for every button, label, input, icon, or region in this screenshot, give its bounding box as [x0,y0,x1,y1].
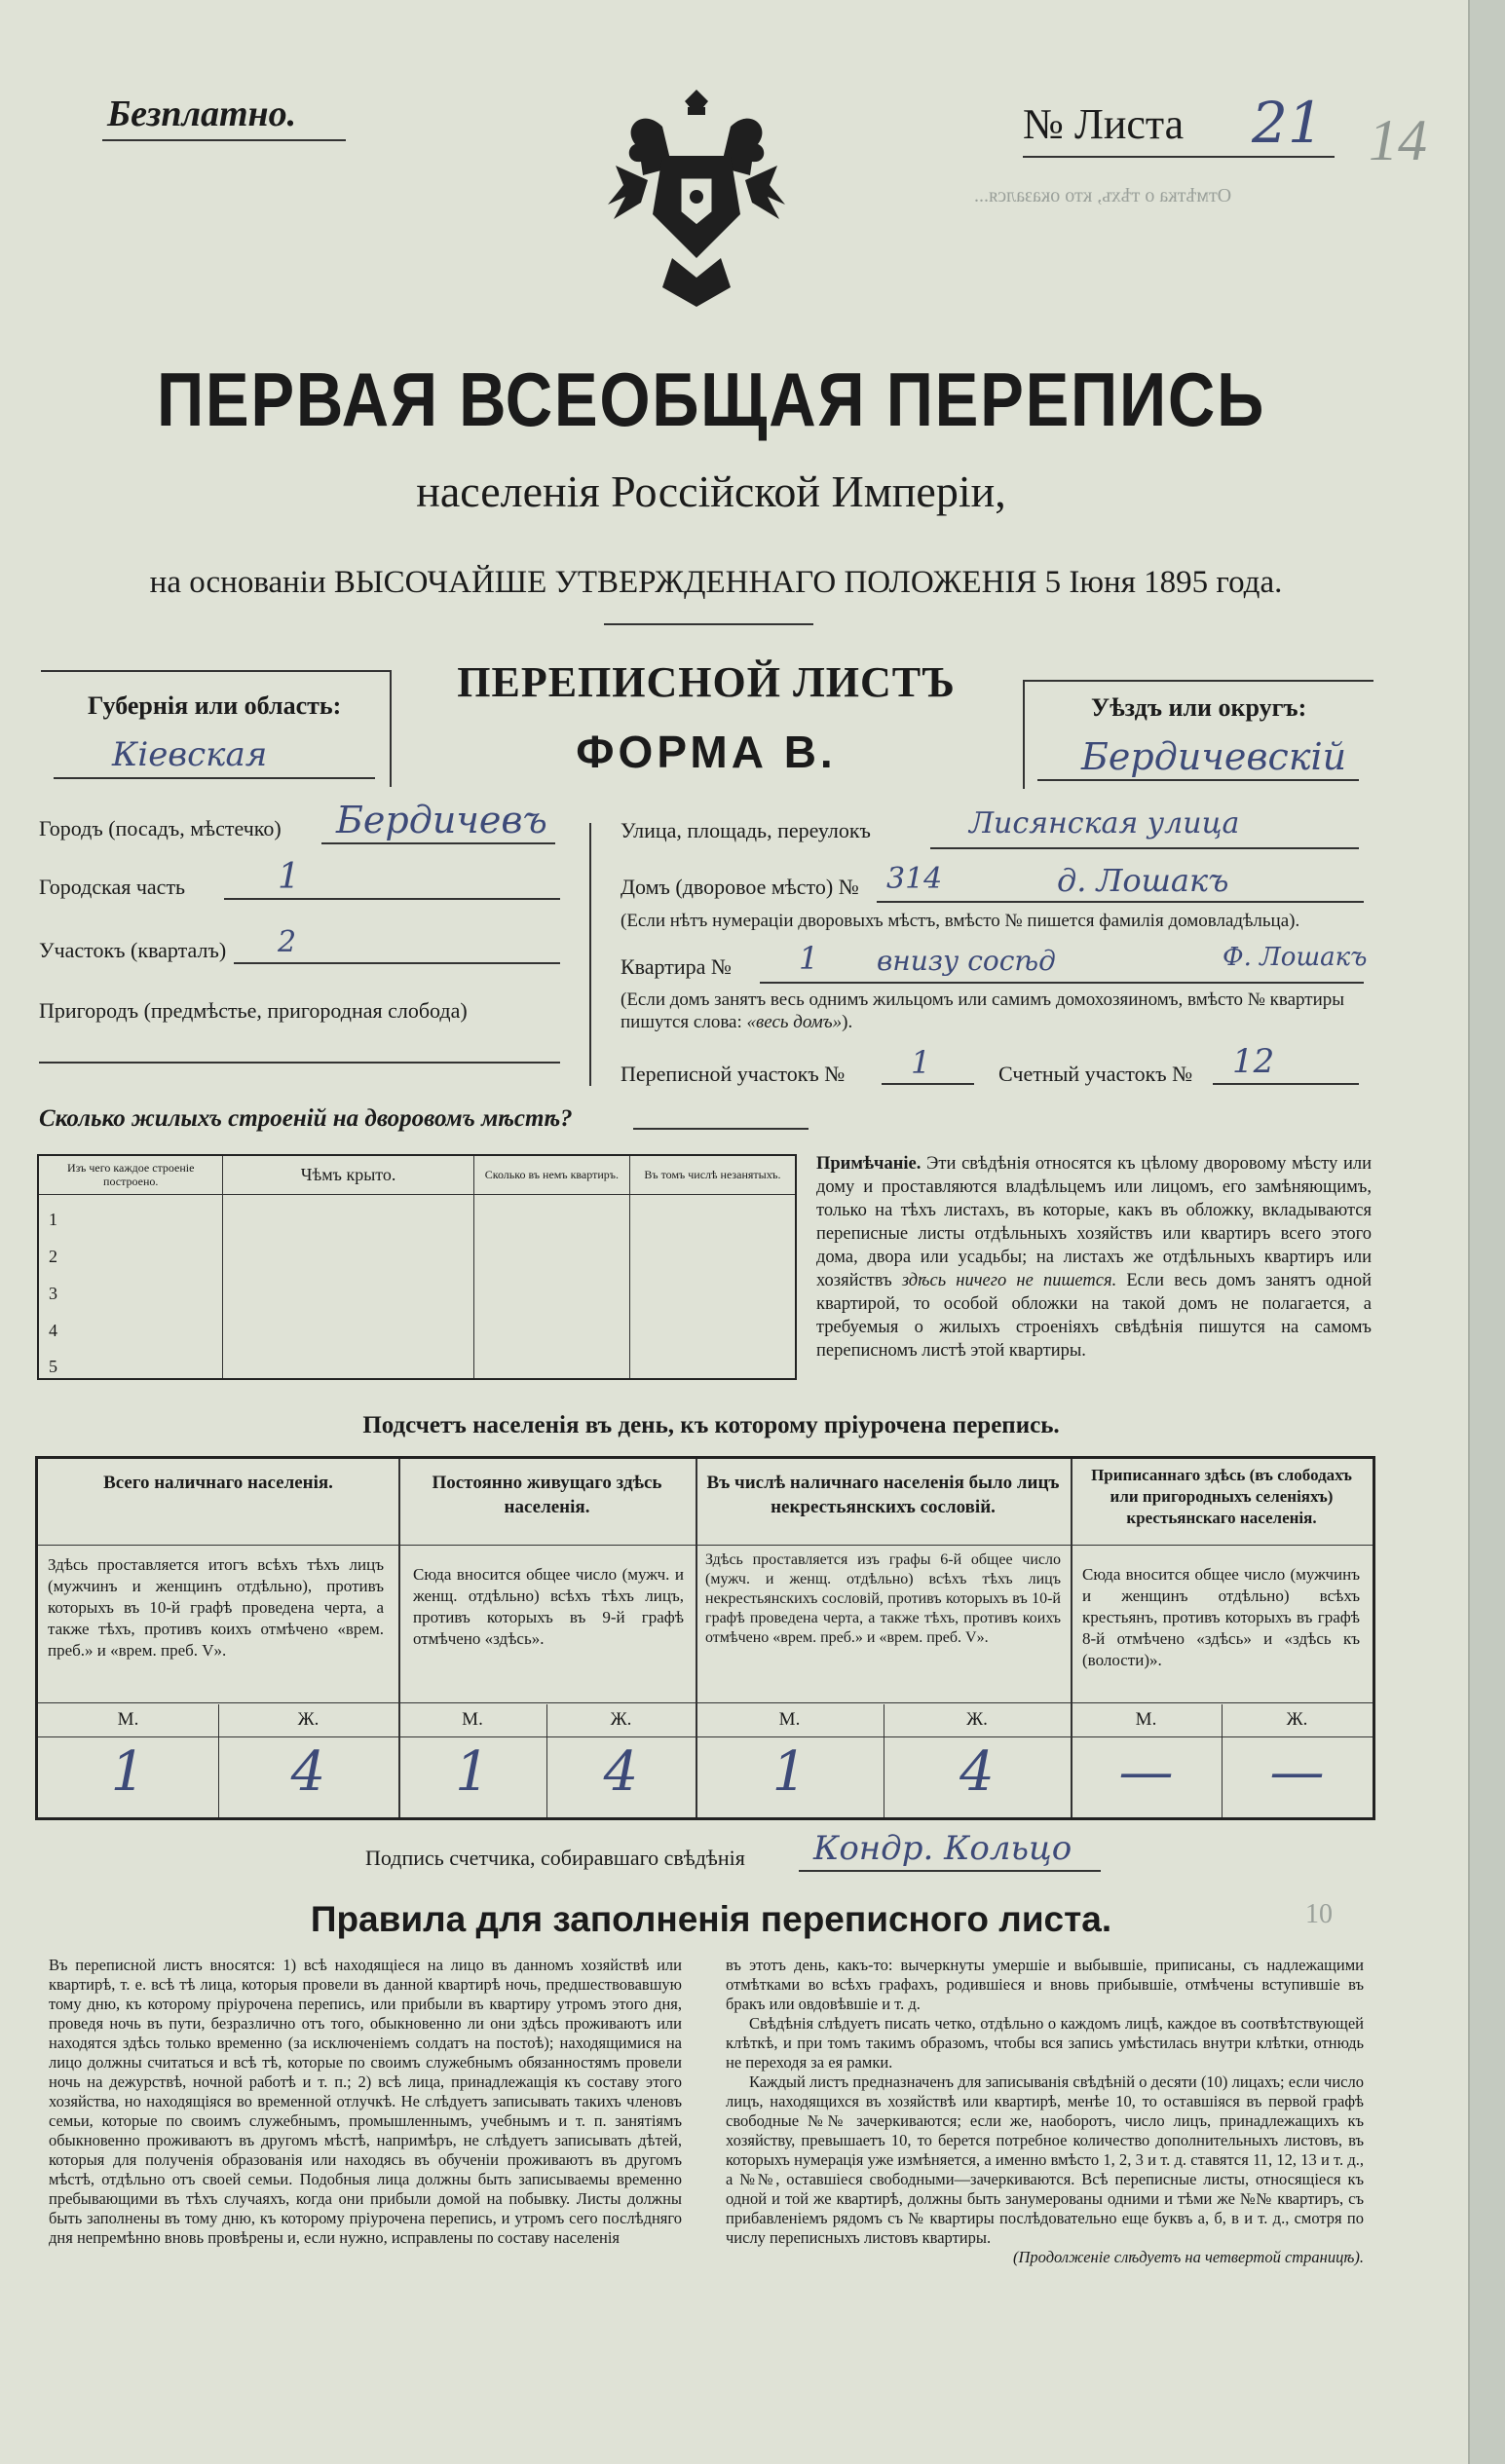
col1-m-value: 1 [110,1740,146,1804]
street-label: Улица, площадь, переулокъ [621,818,871,842]
col1-m-label: М. [117,1709,139,1730]
gubernia-box-top [41,670,392,672]
col3-m-value: 1 [771,1740,808,1804]
rules-left-column: Въ переписной листъ вносятся: 1) всѣ находящіеся на лицо въ данномъ хозяйствѣ или квартирѣ, т. е. всѣ тѣ лица, которыя провели въ данной квартирѣ ночь, предшествовавшую тому дню, къ которому пріурочена перепись, или прибыли въ квартиру утромъ этого дня, проведя ночь въ пути, безразлично отъ того, обыкновенно ли они здѣсь проживаютъ или находятся здѣсь только временно (за исключеніемъ солдатъ на постоѣ); находящимися на лицо должны считаться и всѣ тѣ, которые по своимъ служебнымъ обязанностямъ провели ночь на дежурствѣ, ночной работѣ и т. п.; 2) всѣ лица, принадлежащія къ составу этого хозяйства, но находящіяся во временной отлучкѣ. Не слѣдуетъ записывать такихъ членовъ семьи, которые по своимъ служебнымъ, промышленнымъ, учебнымъ и т. п. занятіямъ обыкновенно проживаютъ въ другомъ мѣстѣ, напримѣръ, не слѣдуетъ записывать дѣтей, которыя для полученія образованія или находясь въ обученіи проживаютъ въ другомъ мѣстѣ, отдѣльно отъ своей семьи. Подобныя лица должны быть записываемы временно пребывающими въ тѣхъ случаяхъ, когда они прибыли домой на побывку. Листы должны быть заполнены въ тому дню, къ которому пріурочена перепись, и утромъ сего послѣдняго дня непремѣнно вновь провѣрены и, если нужно, исправлены по составу населенія [49,1956,682,2247]
uezd-label: Уѣздъ или округъ: [1091,693,1307,722]
suburb-line [39,1062,560,1064]
house-line [877,901,1364,903]
city-line [321,842,555,844]
rules-right-para-2: Свѣдѣнія слѣдуетъ писать четко, отдѣльно о каждомъ лицѣ, каждое въ соотвѣтствующей клѣткѣ, и при томъ такимъ образомъ, чтобы вся запись умѣстилась внутри клѣтки, отнюдь не переходя за ея рамки. [726,2014,1364,2072]
population-count-table [35,1456,1375,1820]
col2-f-value: 4 [603,1740,639,1804]
uezd-box-top [1023,680,1373,682]
table-row: 3 [38,1268,796,1305]
table-row: 2 [38,1231,796,1268]
table-row: 5 [38,1342,796,1379]
basis-line: на основаніи ВЫСОЧАЙШЕ УТВЕРЖДЕННАГО ПОЛОЖЕНІЯ 5 Іюня 1895 года. [149,565,1283,600]
count-district-label: Счетный участокъ № [998,1062,1193,1086]
rules-right-column [726,1956,1364,2267]
col4-f-label: Ж. [1286,1709,1308,1730]
buildings-header-apartments: Сколько въ немъ квартиръ. [473,1155,629,1194]
sheet-number-underline [1023,156,1335,158]
col1-f-label: Ж. [297,1709,320,1730]
district-value: 2 [278,925,297,959]
apartment-value: 1 [799,940,819,977]
district-line [234,962,560,964]
buildings-question-line [633,1128,809,1130]
house-note: (Если нѣтъ нумераціи дворовыхъ мѣстъ, вмѣсто № пишется фамилія домовладѣльца). [621,911,1300,931]
city-value: Бердичевъ [336,799,547,841]
col2-f-label: Ж. [610,1709,632,1730]
apartment-note: (Если домъ занятъ весь однимъ жильцомъ или самимъ домохозяиномъ, вмѣсто № квартиры пишутся слова: «весь домъ»). [621,989,1345,1032]
gubernia-label: Губернія или область: [88,691,342,720]
street-line [930,847,1359,849]
signature-label: Подпись счетчика, собиравшаго свѣдѣнія [365,1846,745,1870]
sheet-number-value: 21 [1252,90,1324,156]
uezd-underline [1037,779,1359,781]
rules-right-para-1: въ этотъ день, какъ-то: вычеркнуты умершіе и выбывшіе, приписаны, съ надлежащими отмѣтками во всѣхъ графахъ, родившіеся и вновь прибывшіе, отмѣчены вступившіе въ бракъ или овдовѣвшіе и т. д. [726,1956,1364,2013]
apartment-owner: Ф. Лошакъ [1223,943,1368,972]
main-title: ПЕРВАЯ ВСЕОБЩАЯ ПЕРЕПИСЬ [156,356,1266,442]
corner-pencil-number: 14 [1369,108,1427,172]
note-title: Примѣчаніе. [816,1154,922,1174]
city-part-label: Городская часть [39,875,186,899]
apartment-line [760,982,1364,984]
gubernia-box-side [390,670,392,787]
free-underline [102,139,346,141]
col3-m-label: М. [778,1709,801,1730]
buildings-question: Сколько жилыхъ строеній на дворовомъ мѣстѣ? [39,1105,573,1132]
count-col2-desc: Сюда вносится общее число (мужч. и женщ. отдѣльно) всѣхъ тѣхъ лицъ, противъ которыхъ въ 9-й графѣ отмѣчено «здѣсь». [413,1565,684,1648]
district-label: Участокъ (кварталъ) [39,938,227,962]
count-col4-header: Приписаннаго здѣсь (въ слободахъ или пригородныхъ селеніяхъ) крестьянскаго населенія. [1091,1466,1352,1527]
col2-m-label: М. [462,1709,483,1730]
city-part-line [224,898,560,900]
col2-m-value: 1 [455,1740,490,1804]
count-table-title: Подсчетъ населенія въ день, къ которому пріурочена перепись. [362,1412,1060,1438]
city-label: Городъ (посадъ, мѣстечко) [39,816,282,840]
count-col1-header: Всего наличнаго населенія. [103,1473,333,1493]
apartment-label: Квартира № [621,954,732,979]
suburb-label: Пригородъ (предмѣстье, пригородная слобода) [39,998,468,1023]
count-col3-header: Въ числѣ наличнаго населенія было лицъ некрестьянскихъ сословій. [706,1473,1060,1517]
double-headed-eagle-icon [604,88,789,312]
col3-f-value: 4 [959,1740,995,1804]
gubernia-underline [54,777,375,779]
signature-line [799,1870,1101,1872]
fields-divider [589,823,591,1086]
city-part-value: 1 [278,857,300,897]
signature-value: Кондр. Кольцо [813,1829,1072,1868]
buildings-table [37,1154,797,1380]
buildings-header-roof: Чѣмъ крыто. [223,1155,473,1194]
page-spine [1468,0,1505,2464]
count-col4-desc: Сюда вносится общее число (мужчинъ и женщинъ отдѣльно) всѣхъ крестьянъ, противъ которыхъ въ графѣ 8-й отмѣчено «здѣсь» и «здѣсь къ (волости)». [1082,1565,1360,1669]
uezd-box-side [1023,680,1025,789]
census-district-label: Переписной участокъ № [621,1062,846,1086]
subtitle: населенія Россійской Имперіи, [416,467,1006,516]
sheet-number-label: № Листа [1023,100,1185,148]
table-row: 4 [38,1305,796,1342]
table-row: 1 [38,1194,796,1231]
house-owner: д. Лошакъ [1057,862,1229,899]
col4-m-label: М. [1135,1709,1157,1730]
form-title: ФОРМА В. [576,727,837,777]
buildings-header-vacant: Въ томъ числѣ незанятыхъ. [629,1155,796,1194]
title-divider [604,623,813,625]
house-number: 314 [886,862,943,896]
census-district-value: 1 [911,1044,931,1081]
count-col3-desc: Здѣсь проставляется изъ графы 6-й общее число (мужч. и женщ. отдѣльно) всѣхъ тѣхъ лицъ некрестьянскихъ сословій, противъ которыхъ въ 10-й графѣ проведена черта, а также тѣхъ, противъ коихъ отмѣчено «врем. преб.» и «врем. преб. V». [705,1551,1061,1646]
buildings-note: Примѣчаніе. Эти свѣдѣнія относятся къ цѣлому дворовому мѣсту или дому и проставляются владѣльцемъ или лицомъ, его замѣняющимъ, только на тѣхъ листахъ, въ которые, какъ въ обложку, вкладываются переписные листы отдѣльныхъ хозяйствъ или квартиръ всего этого дома, двора или усадьбы; на листахъ же отдѣльныхъ квартиръ или хозяйствъ здѣсь ничего не пишется. Если весь домъ занятъ одной квартирой, то особой обложки на такой домъ не полагается, а требуемыя о жилыхъ строеніяхъ свѣдѣнія пишутся на самомъ переписномъ листѣ этой квартиры. [816,1154,1373,1361]
street-value: Лисянская улица [969,806,1240,840]
apartment-extra: внизу сосѣд [877,945,1056,977]
house-label: Домъ (дворовое мѣсто) № [621,875,859,899]
count-col1-desc: Здѣсь проставляется итогъ всѣхъ тѣхъ лицъ (мужчинъ и женщинъ отдѣльно), противъ которыхъ въ 10-й графѣ проведена черта, а также тѣхъ, противъ коихъ отмѣчено «врем. преб.» и «врем. преб. V». [48,1555,384,1660]
col1-f-value: 4 [290,1740,326,1804]
uezd-value: Бердичевскій [1081,735,1347,778]
rules-right-para-3: Каждый листъ предназначенъ для записыванія свѣдѣній о десяти (10) лицахъ; если число лицъ, находящихся въ хозяйствѣ или квартирѣ, менѣе 10, то оставшіяся въ первой графѣ свободные №№ зачеркиваются; если же, наоборотъ, число лицъ, принадлежащихъ къ хозяйству, превышаетъ 10, то берется потребное количество дополнительныхъ листовъ, въ которыхъ нумерація уже измѣняется, а именно вмѣсто 1, 2, 3 и т. д. ставятся 11, 12, 13 и т. д., а №№, оставшіеся свободными—зачеркиваются. Всѣ переписные листы, относящіеся къ одной и той же квартирѣ, должны быть занумерованы одними и тѣми же №№ квартиръ, съ прибавленіемъ рядомъ съ № квартиры послѣдовательно еще буквъ а, б, в и т. д., смотря по числу переписныхъ листовъ квартиры. [726,2072,1364,2247]
rules-continued: (Продолженіе слѣдуетъ на четвертой страницѣ). [1013,2248,1364,2266]
col4-f-value: — [1269,1740,1325,1804]
gubernia-value: Кіевская [112,735,268,774]
census-district-line [882,1083,974,1085]
rules-title: Правила для заполненія переписного листа. [310,1899,1112,1939]
buildings-header-material: Изъ чего каждое строеніе построено. [38,1155,223,1194]
count-district-line [1213,1083,1359,1085]
count-district-value: 12 [1232,1042,1275,1081]
count-col2-header: Постоянно живущаго здѣсь населенія. [432,1473,662,1517]
sheet-title: ПЕРЕПИСНОЙ ЛИСТЪ [457,658,956,706]
col4-m-value: — [1118,1740,1174,1804]
bleed-through-text: Отмѣтка о тѣхъ, кто оказался... [974,185,1232,206]
bleed-through-number: 10 [1305,1899,1333,1929]
free-label: Безплатно. [107,93,297,134]
col3-f-label: Ж. [966,1709,988,1730]
